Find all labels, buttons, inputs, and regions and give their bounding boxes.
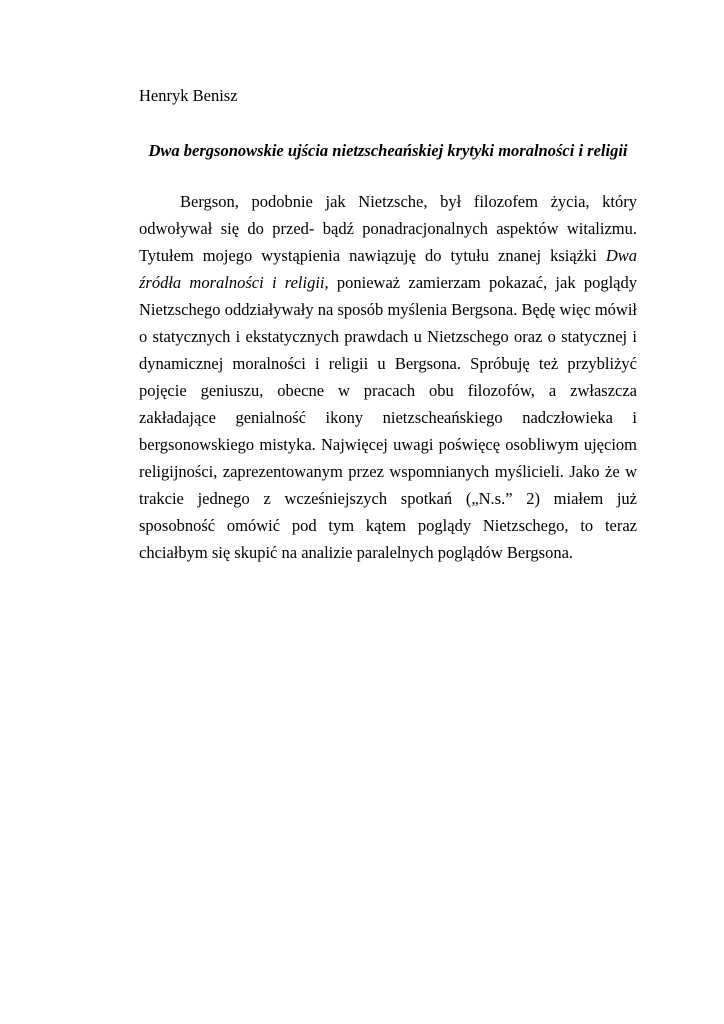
author-name: Henryk Benisz (139, 86, 238, 105)
document-title: Dwa bergsonowskie ujścia nietzscheańskiej krytyki moralności i religii (148, 141, 628, 160)
body-paragraph (139, 188, 637, 566)
paragraph-text-part2: , ponieważ zamierzam pokazać, jak poglądy Nietzschego oddziaływały na sposób myślenia Bergsona. Będę więc mówił o statycznych i ekstatycznych prawdach u Nietzschego oraz o statycznej i dynamicznej moralności i religii u Bergsona. Spróbuję też przybliżyć pojęcie geniuszu, obecne w pracach obu filozofów, a zwłaszcza zakładające genialność ikony nietzscheańskiego nadczłowieka i bergsonowskiego mistyka. Najwięcej uwagi poświęcę osobliwym ujęciom religijności, zaprezentowanym przez wspomnianych myślicieli. Jako że w trakcie jednego z wcześniejszych spotkań („N.s.” 2) miałem już sposobność omówić pod tym kątem poglądy Nietzschego, to teraz chciałbym się skupić na analizie paralelnych poglądów Bergsona. (139, 273, 637, 562)
book-title-italic: Dwa źródła moralności i religii (139, 246, 637, 292)
paragraph-text-part1: Bergson, podobnie jak Nietzsche, był filozofem życia, który odwoływał się do przed- bądź ponadracjonalnych aspektów witalizmu. Tytułem mojego wystąpienia nawiązuję do tytułu znanej książki (139, 192, 637, 265)
